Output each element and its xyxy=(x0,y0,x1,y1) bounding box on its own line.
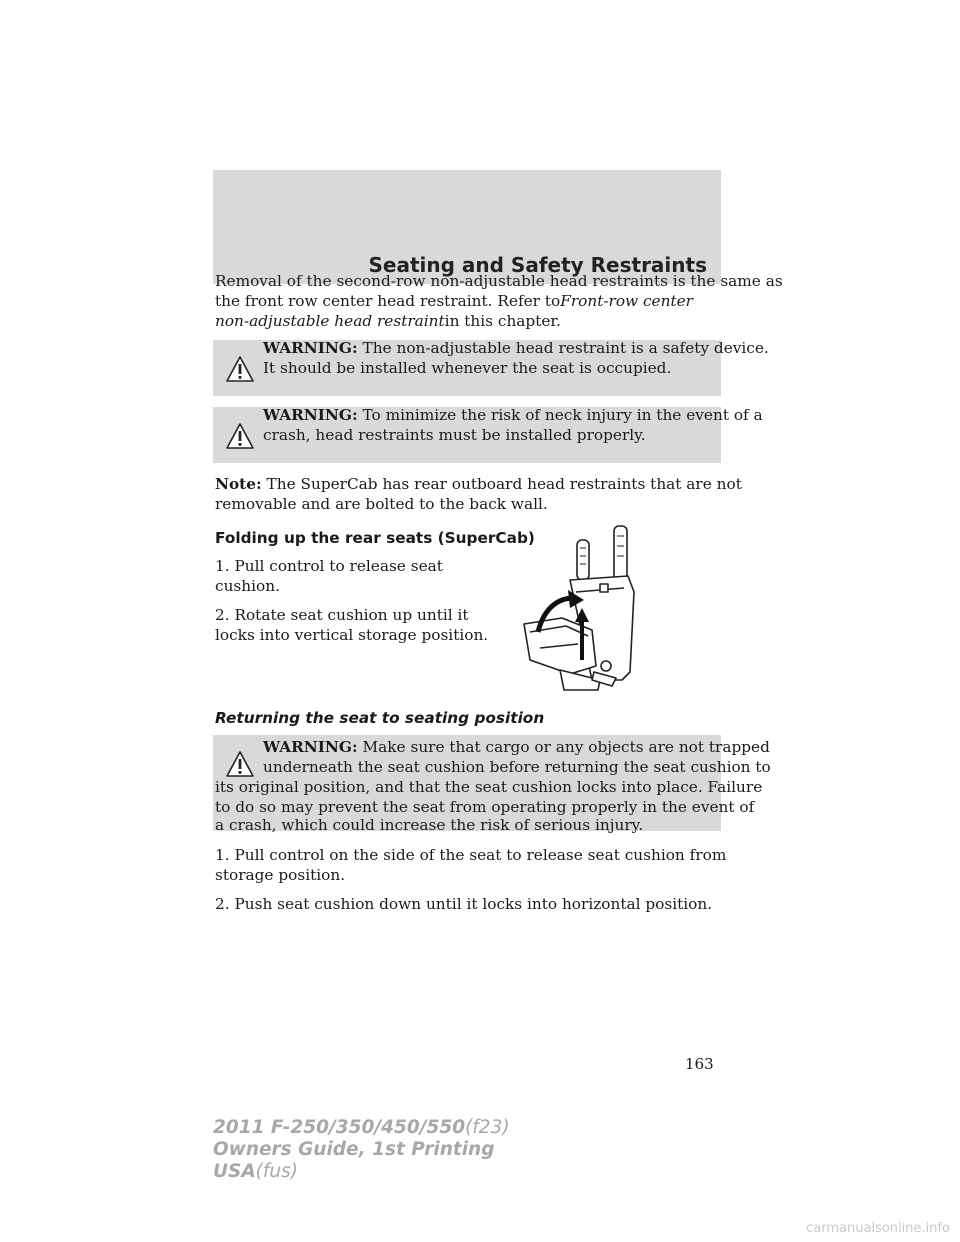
warning-3-line-2: underneath the seat cushion before returning the seat cushion to xyxy=(263,758,771,776)
warning-label: WARNING: xyxy=(263,339,358,357)
warning-icon xyxy=(226,751,254,777)
return-step-1-line-1: 1. Pull control on the side of the seat to release seat cushion from xyxy=(215,846,727,864)
section-title: Seating and Safety Restraints xyxy=(368,253,707,277)
intro-line-2 xyxy=(215,291,725,311)
warning-2-line-1 xyxy=(263,405,763,425)
footer xyxy=(213,1117,510,1183)
warning-label: WARNING: xyxy=(263,406,358,424)
footer-line-1 xyxy=(213,1117,510,1139)
folding-step-1-line-2: cushion. xyxy=(215,577,280,595)
warning-1-line-1 xyxy=(263,338,769,358)
intro-line-3-text: in this chapter. xyxy=(444,312,561,330)
warning-2-line-2: crash, head restraints must be installed properly. xyxy=(263,426,646,444)
footer-model-code: (f23) xyxy=(465,1117,510,1138)
warning-box-1 xyxy=(213,339,769,396)
folding-step-1-line-1: 1. Pull control to release seat xyxy=(215,557,443,575)
section-header xyxy=(213,170,721,284)
warning-3-line-4: to do so may prevent the seat from operating properly in the event of xyxy=(215,798,755,816)
footer-line-3 xyxy=(213,1161,510,1183)
folding-step-2-line-1: 2. Rotate seat cushion up until it xyxy=(215,606,469,624)
warning-box-2 xyxy=(213,406,763,463)
note-label: Note: xyxy=(215,475,262,493)
note-line-1 xyxy=(215,474,742,494)
warning-1-text: The non-adjustable head restraint is a safety device. xyxy=(362,339,769,357)
footer-region: USA xyxy=(213,1161,256,1182)
intro-reference-link-cont: non-adjustable head restraint xyxy=(215,312,445,330)
footer-model: 2011 F-250/350/450/550 xyxy=(213,1117,466,1138)
warning-box-3 xyxy=(213,735,771,834)
warning-icon xyxy=(226,356,254,382)
intro-line-2-text: the front row center head restraint. Refer to xyxy=(215,292,561,310)
warning-icon xyxy=(226,423,254,449)
footer-region-code: (fus) xyxy=(255,1161,298,1182)
warning-label: WARNING: xyxy=(263,738,358,756)
warning-3-line-1 xyxy=(263,737,770,757)
note-line-2: removable and are bolted to the back wall. xyxy=(215,495,548,513)
warning-1-line-2: It should be installed whenever the seat is occupied. xyxy=(263,359,672,377)
footer-line-2: Owners Guide, 1st Printing xyxy=(213,1139,495,1160)
note-text: The SuperCab has rear outboard head restraints that are not xyxy=(266,475,742,493)
warning-3-text: Make sure that cargo or any objects are not trapped xyxy=(362,738,770,756)
warning-3-line-5: a crash, which could increase the risk of serious injury. xyxy=(215,816,644,834)
warning-2-text: To minimize the risk of neck injury in the event of a xyxy=(362,406,763,424)
warning-3-line-3: its original position, and that the seat cushion locks into place. Failure xyxy=(215,778,763,796)
page-number: 163 xyxy=(685,1055,714,1073)
intro-line-1: Removal of the second-row non-adjustable head restraints is the same as xyxy=(215,272,783,290)
return-step-2: 2. Push seat cushion down until it locks into horizontal position. xyxy=(215,895,713,913)
folding-step-2-line-2: locks into vertical storage position. xyxy=(215,626,489,644)
intro-reference-link: Front-row center xyxy=(560,292,693,310)
rear-seat-illustration xyxy=(500,520,650,692)
returning-heading: Returning the seat to seating position xyxy=(215,709,545,727)
intro-line-3 xyxy=(215,311,725,331)
watermark: carmanualsonline.info xyxy=(806,1221,950,1236)
return-step-1-line-2: storage position. xyxy=(215,866,346,884)
folding-heading: Folding up the rear seats (SuperCab) xyxy=(215,529,535,547)
